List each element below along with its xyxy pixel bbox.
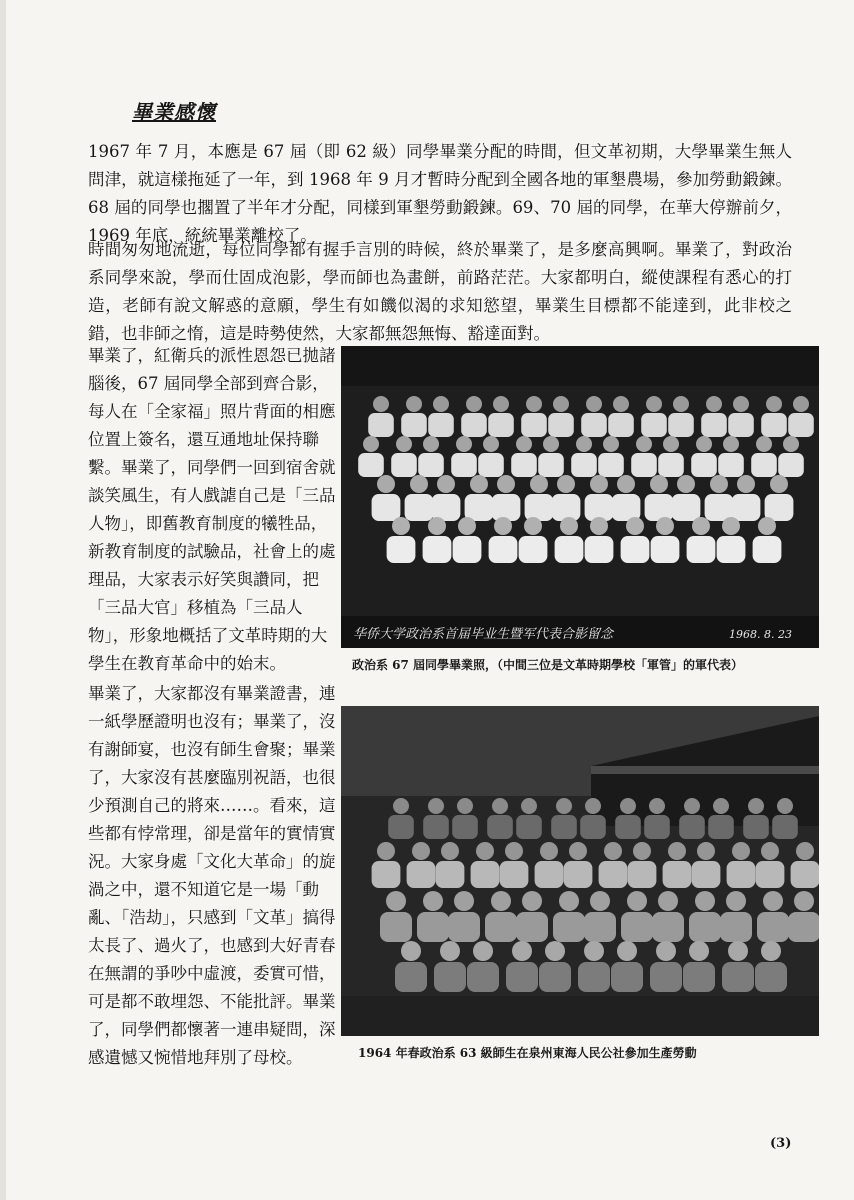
person-body (585, 494, 614, 521)
person-body (453, 536, 482, 563)
person-body (598, 453, 624, 477)
person-body (599, 861, 628, 888)
person-head (723, 436, 739, 452)
person-body (487, 815, 513, 839)
person-body (612, 494, 641, 521)
person-body (407, 861, 436, 888)
person-head (412, 842, 430, 860)
person-head (423, 891, 443, 911)
person-head (530, 475, 548, 493)
person-head (473, 941, 493, 961)
person-body (580, 815, 606, 839)
person-body (461, 413, 487, 437)
person-body (391, 453, 417, 477)
person-head (512, 941, 532, 961)
person-head (796, 842, 814, 860)
person-head (763, 891, 783, 911)
person-head (466, 396, 482, 412)
person-head (560, 517, 578, 535)
paragraph-1: 1967 年 7 月，本應是 67 屆（即 62 級）同學畢業分配的時間，但文革初期，大學畢業生無人問津，就這樣拖延了一年，到 1968 年 9 月才暫時分配到全國各地的軍墾農場，參加勞動鍛鍊。68 屆的同學也擱置了半年才分配，同樣到軍墾勞動鍛鍊。69、70 屆的同學，在華大停辦前夕，1969 年底，統統畢業離校了。 (88, 142, 792, 245)
person-head (559, 891, 579, 911)
person-head (761, 842, 779, 860)
person-body (485, 912, 517, 942)
person-head (692, 517, 710, 535)
person-head (401, 941, 421, 961)
person-body (615, 815, 641, 839)
person-head (770, 475, 788, 493)
person-body (578, 962, 610, 992)
person-body (418, 453, 444, 477)
person-head (658, 891, 678, 911)
person-body (519, 536, 548, 563)
person-head (456, 436, 472, 452)
person-body (663, 861, 692, 888)
person-head (545, 941, 565, 961)
person-body (521, 413, 547, 437)
person-body (722, 962, 754, 992)
person-body (611, 962, 643, 992)
person-head (557, 475, 575, 493)
person-body (489, 536, 518, 563)
person-head (766, 396, 782, 412)
person-head (737, 475, 755, 493)
person-head (458, 517, 476, 535)
person-head (483, 436, 499, 452)
person-body (492, 494, 521, 521)
person-head (706, 396, 722, 412)
person-body (756, 861, 785, 888)
person-body (525, 494, 554, 521)
person-body (436, 861, 465, 888)
person-head (440, 941, 460, 961)
person-body (728, 413, 754, 437)
person-head (726, 891, 746, 911)
person-body (467, 962, 499, 992)
person-head (492, 798, 508, 814)
person-body (708, 815, 734, 839)
person-head (505, 842, 523, 860)
person-head (386, 891, 406, 911)
person-head (377, 842, 395, 860)
person-head (748, 798, 764, 814)
person-head (697, 842, 715, 860)
person-body (538, 453, 564, 477)
person-body (516, 815, 542, 839)
person-head (633, 842, 651, 860)
person-head (454, 891, 474, 911)
photo-inscription: 华侨大学政治系首届毕业生暨军代表合影留念 (353, 627, 614, 642)
person-body (423, 536, 452, 563)
person-head (522, 891, 542, 911)
person-body (428, 413, 454, 437)
person-head (494, 517, 512, 535)
person-head (777, 798, 793, 814)
person-body (753, 536, 782, 563)
person-head (521, 798, 537, 814)
person-head (392, 517, 410, 535)
person-body (448, 912, 480, 942)
person-body (691, 453, 717, 477)
article-title: 畢業感懷 (132, 100, 216, 124)
person-head (393, 798, 409, 814)
person-body (621, 912, 653, 942)
person-body (679, 815, 705, 839)
person-head (491, 891, 511, 911)
person-body (778, 453, 804, 477)
person-body (581, 413, 607, 437)
person-body (718, 453, 744, 477)
person-body (551, 815, 577, 839)
photo-date: 1968. 8. 23 (729, 628, 792, 641)
page-edge-shadow (0, 0, 6, 1200)
person-head (696, 436, 712, 452)
person-body (388, 815, 414, 839)
person-head (627, 891, 647, 911)
person-body (451, 453, 477, 477)
person-head (604, 842, 622, 860)
person-body (358, 453, 384, 477)
person-head (410, 475, 428, 493)
person-head (793, 396, 809, 412)
person-head (620, 798, 636, 814)
person-body (687, 536, 716, 563)
person-body (423, 815, 449, 839)
person-head (556, 798, 572, 814)
person-body (658, 453, 684, 477)
person-head (524, 517, 542, 535)
person-body (757, 912, 789, 942)
person-head (586, 396, 602, 412)
person-head (689, 941, 709, 961)
person-head (493, 396, 509, 412)
person-body (395, 962, 427, 992)
person-body (452, 815, 478, 839)
paragraph-2: 時間匆匆地流逝，每位同學都有握手言別的時候，終於畢業了，是多麼高興啊。畢業了，對政治系同學來說，學而仕固成泡影，學而師也為畫餅，前路茫茫。大家都明白，縱使課程有悉心的打造，老師有說文解惑的意願，學生有如饑似渴的求知慾望，畢業生目標都不能達到，此非校之錯，也非師之惰，這是時勢使然，大家都無怨無悔、豁達面對。 (88, 240, 792, 343)
person-body (641, 413, 667, 437)
person-head (569, 842, 587, 860)
person-head (613, 396, 629, 412)
person-body (720, 912, 752, 942)
person-body (689, 912, 721, 942)
person-body (732, 494, 761, 521)
person-head (373, 396, 389, 412)
graduation-group-photo (341, 346, 819, 648)
person-body (631, 453, 657, 477)
person-head (663, 436, 679, 452)
graduation-photo-image (341, 346, 819, 648)
person-body (628, 861, 657, 888)
person-head (673, 396, 689, 412)
person-body (553, 912, 585, 942)
person-head (576, 436, 592, 452)
person-body (432, 494, 461, 521)
person-body (506, 962, 538, 992)
person-body (765, 494, 794, 521)
person-body (692, 861, 721, 888)
person-body (788, 912, 819, 942)
person-body (644, 815, 670, 839)
person-head (584, 941, 604, 961)
person-head (406, 396, 422, 412)
person-body (511, 453, 537, 477)
person-head (516, 436, 532, 452)
person-body (705, 494, 734, 521)
person-head (590, 517, 608, 535)
person-head (713, 798, 729, 814)
person-head (722, 517, 740, 535)
person-head (758, 517, 776, 535)
person-head (617, 475, 635, 493)
person-body (672, 494, 701, 521)
column-paragraph-1: 畢業了，紅衛兵的派性恩怨已拋諸腦後，67 屆同學全部到齊合影，每人在「全家福」照片背面的相應位置上簽名，還互通地址保持聯繫。畢業了，同學們一回到宿舍就談笑風生，有人戲謔自己是「三品人物」，即舊教育制度的犧牲品，新教育制度的試驗品，社會上的處理品，大家表示好笑與讚同，把「三品大官」移植為「三品人物」，形象地概括了文革時期的大學生在教育革命中的始末。 (88, 346, 336, 673)
person-head (377, 475, 395, 493)
person-body (387, 536, 416, 563)
person-head (428, 517, 446, 535)
person-body (584, 912, 616, 942)
person-body (571, 453, 597, 477)
person-head (656, 517, 674, 535)
person-body (701, 413, 727, 437)
person-body (539, 962, 571, 992)
person-body (608, 413, 634, 437)
person-body (555, 536, 584, 563)
person-head (733, 396, 749, 412)
person-head (470, 475, 488, 493)
person-body (650, 962, 682, 992)
person-body (372, 494, 401, 521)
person-body (552, 494, 581, 521)
person-head (677, 475, 695, 493)
person-head (761, 941, 781, 961)
person-body (717, 536, 746, 563)
person-head (590, 891, 610, 911)
person-head (603, 436, 619, 452)
person-head (684, 798, 700, 814)
person-head (543, 436, 559, 452)
person-body (791, 861, 819, 888)
labour-photo-image (341, 706, 819, 1036)
person-head (590, 475, 608, 493)
photo-1-caption: 政治系 67 屆同學畢業照，（中間三位是文革時期學校「軍管」的軍代表） (352, 658, 744, 672)
person-body (585, 536, 614, 563)
person-body (372, 861, 401, 888)
person-body (465, 494, 494, 521)
person-head (363, 436, 379, 452)
person-head (617, 941, 637, 961)
person-body (434, 962, 466, 992)
person-head (526, 396, 542, 412)
person-body (564, 861, 593, 888)
person-body (743, 815, 769, 839)
person-head (540, 842, 558, 860)
person-body (727, 861, 756, 888)
photo-2-caption: 1964 年春政治系 63 級師生在泉州東海人民公社參加生產勞動 (358, 1046, 697, 1060)
person-body (651, 536, 680, 563)
person-head (476, 842, 494, 860)
person-body (417, 912, 449, 942)
person-head (437, 475, 455, 493)
person-head (783, 436, 799, 452)
person-head (553, 396, 569, 412)
person-head (756, 436, 772, 452)
person-head (710, 475, 728, 493)
person-body (761, 413, 787, 437)
person-body (548, 413, 574, 437)
person-body (488, 413, 514, 437)
person-head (695, 891, 715, 911)
person-body (516, 912, 548, 942)
person-head (732, 842, 750, 860)
person-head (441, 842, 459, 860)
person-body (772, 815, 798, 839)
person-head (794, 891, 814, 911)
person-body (621, 536, 650, 563)
person-body (471, 861, 500, 888)
person-head (728, 941, 748, 961)
person-body (683, 962, 715, 992)
person-head (636, 436, 652, 452)
person-body (788, 413, 814, 437)
person-head (396, 436, 412, 452)
person-head (428, 798, 444, 814)
person-head (626, 517, 644, 535)
person-head (650, 475, 668, 493)
person-body (500, 861, 529, 888)
person-head (668, 842, 686, 860)
person-body (368, 413, 394, 437)
person-body (755, 962, 787, 992)
person-body (405, 494, 434, 521)
person-head (433, 396, 449, 412)
column-paragraph-2: 畢業了，大家都沒有畢業證書，連一紙學歷證明也沒有；畢業了，沒有謝師宴，也沒有師生會聚；畢業了，大家沒有甚麼臨別祝語，也很少預測自己的將來……。看來，這些都有悖常理，卻是當年的實情實況。大家身處「文化大革命」的旋渦之中，還不知道它是一場「動亂、「浩劫」，只感到「文革」搞得太長了、過火了，也感到大好青春在無謂的爭吵中虛渡，委實可惜，可是都不敢埋怨、不能批評。畢業了，同學們都懷著一連串疑問，深感遺憾又惋惜地拜別了母校。 (88, 684, 336, 1067)
person-body (401, 413, 427, 437)
person-body (751, 453, 777, 477)
person-head (649, 798, 665, 814)
person-body (645, 494, 674, 521)
person-head (497, 475, 515, 493)
person-head (646, 396, 662, 412)
person-head (656, 941, 676, 961)
person-head (585, 798, 601, 814)
person-body (535, 861, 564, 888)
person-body (668, 413, 694, 437)
person-body (652, 912, 684, 942)
person-body (478, 453, 504, 477)
page-number: (3) (770, 1136, 792, 1151)
person-head (423, 436, 439, 452)
person-head (457, 798, 473, 814)
person-body (380, 912, 412, 942)
labour-group-photo (341, 706, 819, 1036)
